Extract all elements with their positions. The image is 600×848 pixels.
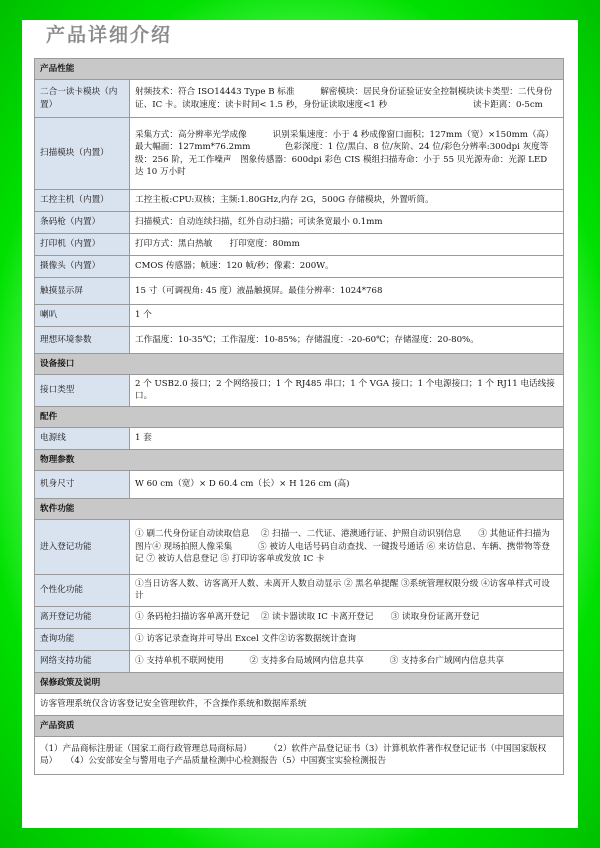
spec-row: [35, 190, 564, 212]
spec-value: ① 支持单机不联网使用 ② 支持多台局域网内信息共享 ③ 支持多台广域网内信息共享: [130, 650, 564, 672]
spec-note: （1）产品商标注册证（国家工商行政管理总局商标局） （2）软件产品登记证书（3）计算机软件著作权登记证书（中国国家版权局） （4）公安部安全与警用电子产品质量检测中心检测报告（5）中国赛宝实验检测报告: [35, 736, 564, 774]
section-title: 保修政策及说明: [35, 672, 564, 693]
spec-value: ① 访客记录查询并可导出 Excel 文件②访客数据统计查询: [130, 628, 564, 650]
spec-label: 网络支持功能: [35, 650, 130, 672]
spec-value: W 60 cm（宽）× D 60.4 cm（长）× H 126 cm (高): [130, 470, 564, 498]
page-title: 产品详细介绍: [46, 24, 173, 46]
spec-row: [35, 650, 564, 672]
spec-row: [35, 519, 564, 574]
spec-row: [35, 212, 564, 234]
spec-row: [35, 470, 564, 498]
spec-value: CMOS 传感器；帧速：120 帧/秒；像素：200W。: [130, 256, 564, 278]
spec-label: 扫描模块（内置）: [35, 118, 130, 190]
spec-value: 扫描模式：自动连续扫描，红外自动扫描；可读条宽最小 0.1mm: [130, 212, 564, 234]
spec-row: [35, 628, 564, 650]
spec-label: 摄像头（内置）: [35, 256, 130, 278]
spec-value: 1 个: [130, 305, 564, 327]
spec-value: 采集方式：高分辨率光学成像 识别采集速度：小于 4 秒成像窗口面积；127mm（宽）×150mm（高）最大幅面：127mm*76.2mm 色彩深度：1 位/黑白、8 位/灰阶、24 位/彩色分辨率:300dpi 灰度等级：256 阶，无工作噪声 图象传感器：600dpi 彩色 CIS 模组扫描寿命：小于 55 贝光源寿命：光源 LED 达 10 万小时: [130, 118, 564, 190]
section-title: 设备接口: [35, 354, 564, 375]
spec-label: 喇叭: [35, 305, 130, 327]
section-header: [35, 59, 564, 80]
section-title: 产品资质: [35, 715, 564, 736]
spec-label: 条码枪（内置）: [35, 212, 130, 234]
spec-label: 理想环境参数: [35, 327, 130, 354]
spec-label: 打印机（内置）: [35, 234, 130, 256]
spec-row: [35, 736, 564, 774]
spec-value: ① 刷二代身份证自动读取信息 ② 扫描一、二代证、港澳通行证、护照自动识别信息 ③ 其他证件扫描为图片④ 现场拍照人像采集 ⑤ 被访人电话号码自动查找、一键拨号通话 ⑥ 来访信息、车辆、携带物等登记 ⑦ 被访人信息登记 ⑤ 打印访客单或发放 IC 卡: [130, 519, 564, 574]
spec-label: 机身尺寸: [35, 470, 130, 498]
document-page: [22, 20, 578, 828]
spec-label: 二合一读卡模块（内置）: [35, 80, 130, 118]
spec-value: ①当日访客人数、访客离开人数、未离开人数自动显示 ② 黑名单提醒 ③系统管理权限分级 ④访客单样式可设计: [130, 574, 564, 606]
section-header: [35, 715, 564, 736]
spec-label: 接口类型: [35, 375, 130, 407]
spec-row: [35, 693, 564, 715]
spec-label: 查询功能: [35, 628, 130, 650]
spec-row: [35, 305, 564, 327]
spec-value: 2 个 USB2.0 接口；2 个网络接口；1 个 RJ485 串口；1 个 VGA 接口；1 个电源接口；1 个 RJ11 电话线接口。: [130, 375, 564, 407]
spec-row: [35, 256, 564, 278]
section-title: 配件: [35, 406, 564, 427]
spec-row: [35, 234, 564, 256]
spec-row: [35, 278, 564, 305]
spec-row: [35, 427, 564, 449]
section-title: 产品性能: [35, 59, 564, 80]
spec-label: 个性化功能: [35, 574, 130, 606]
spec-value: 打印方式：黑白热敏 打印宽度：80mm: [130, 234, 564, 256]
section-title: 物理参数: [35, 449, 564, 470]
spec-label: 工控主机（内置）: [35, 190, 130, 212]
spec-row: [35, 574, 564, 606]
spec-label: 进入登记功能: [35, 519, 130, 574]
spec-note: 访客管理系统仅含访客登记安全管理软件，不含操作系统和数据库系统: [35, 693, 564, 715]
section-header: [35, 406, 564, 427]
spec-row: [35, 606, 564, 628]
section-header: [35, 449, 564, 470]
section-title: 软件功能: [35, 498, 564, 519]
spec-row: [35, 327, 564, 354]
product-spec-table: [34, 58, 564, 775]
spec-label: 离开登记功能: [35, 606, 130, 628]
section-header: [35, 498, 564, 519]
section-header: [35, 354, 564, 375]
spec-value: 15 寸（可调视角: 45 度）液晶触摸屏。最佳分辨率：1024*768: [130, 278, 564, 305]
spec-value: ① 条码枪扫描访客单离开登记 ② 读卡器读取 IC 卡离开登记 ③ 读取身份证离开登记: [130, 606, 564, 628]
spec-row: [35, 375, 564, 407]
spec-row: [35, 80, 564, 118]
spec-value: 1 套: [130, 427, 564, 449]
spec-value: 工控主板:CPU:双核；主频:1.80GHz,内存 2G，500G 存储模块，外置听筒。: [130, 190, 564, 212]
spec-value: 射频技术：符合 ISO14443 Type B 标准 解密模块：居民身份证验证安全控制模块读卡类型：二代身份证、IC 卡。读取速度：读卡时间< 1.5 秒，身份证读取速度<1 秒 读卡距离：0-5cm: [130, 80, 564, 118]
spec-label: 触摸显示屏: [35, 278, 130, 305]
spec-row: [35, 118, 564, 190]
section-header: [35, 672, 564, 693]
spec-value: 工作温度：10-35℃；工作湿度：10-85%；存储温度：-20-60℃；存储湿度：20-80%。: [130, 327, 564, 354]
spec-label: 电源线: [35, 427, 130, 449]
